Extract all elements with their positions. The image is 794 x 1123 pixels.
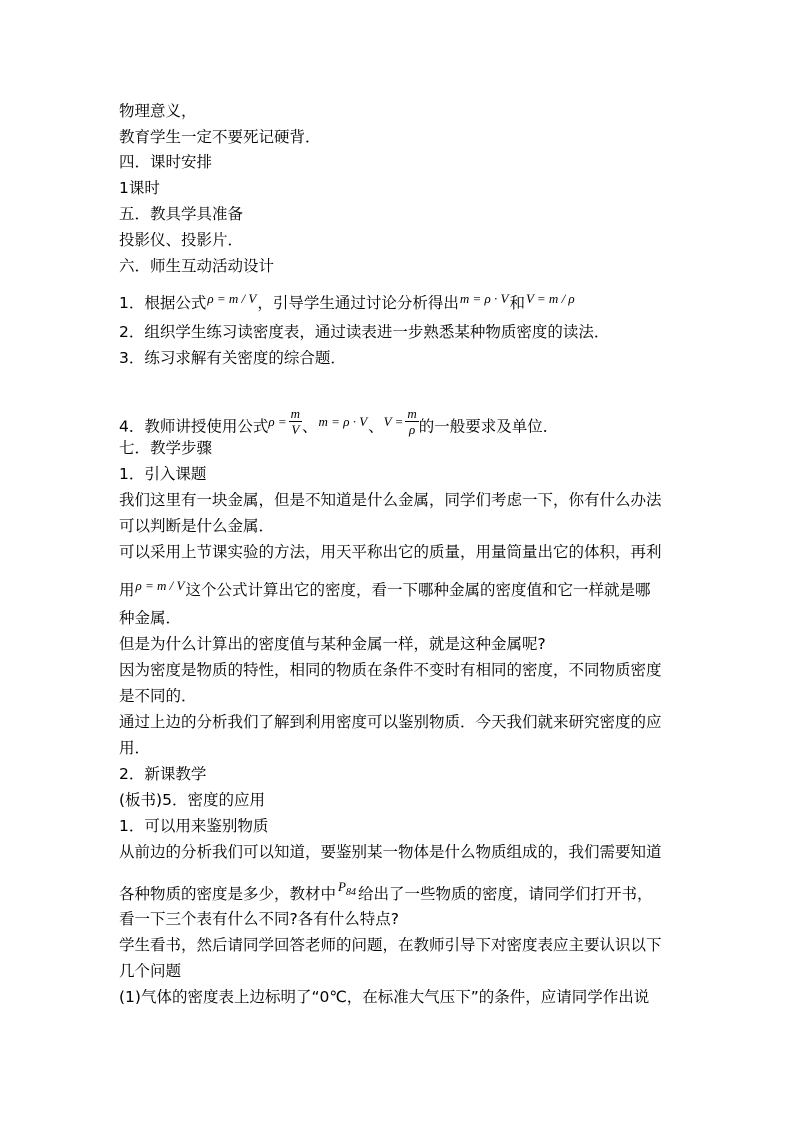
activity-item-4 [119,406,559,437]
fraction-lhs: V = [383,413,404,429]
text-line: 因为密度是物质的特性，相同的物质在条件不变时有相同的密度，不同物质密度 [119,661,662,679]
text-span: 各种物质的密度是多少，教材中 [119,885,337,903]
fraction-lhs: ρ = [268,413,287,429]
text-span: 给出了一些物质的密度，请同学们打开书， [357,885,653,903]
text-line: 种金属． [119,609,182,627]
separator: 、 [368,417,384,436]
text-line: 从前边的分析我们可以知道，要鉴别某一物体是什么物质组成的，我们需要知道 [119,843,662,861]
page-number: 84 [345,887,356,898]
activity-item-1 [119,288,576,310]
text-line [119,876,653,903]
fraction-density [268,406,302,437]
text-line: 看一下三个表有什么不同?各有什么特点? [119,910,399,928]
fraction-denominator: V [291,422,300,437]
page-letter: P [338,879,346,894]
text-line: 我们这里有一块金属，但是不知道是什么金属，同学们考虑一下，你有什么办法 [119,491,662,509]
text-span: 和 [509,294,525,312]
text-line: 投影仪、投影片． [119,231,244,249]
text-line: 可以判断是什么金属． [119,517,275,535]
board-title: (板书)5．密度的应用 [119,791,265,809]
formula-mass: m = ρ · V [318,414,368,430]
text-line: (1)气体的密度表上边标明了“0℃，在标准大气压下”的条件，应请同学作出说 [119,988,650,1006]
fraction-volume [384,406,419,437]
subheading: 1．可以用来鉴别物质 [119,817,269,835]
fraction-denominator: ρ [408,422,416,437]
text-line: 可以采用上节课实验的方法，用天平称出它的质量，用量筒量出它的体积，再利 [119,543,662,561]
fraction-stack [405,406,418,437]
text-span: 1．根据公式 [119,294,207,312]
page-reference [338,876,356,904]
section-heading: 五．教具学具准备 [119,205,244,223]
activity-item-3: 3．练习求解有关密度的综合题． [119,349,346,367]
text-span: ，引导学生通过讨论分析得出 [257,294,459,312]
text-line: 物理意义， [119,102,197,120]
fraction-numerator: m [407,406,417,421]
text-line: 用． [119,739,151,757]
text-span: 的一般要求及单位． [418,417,559,436]
text-line: 学生看书，然后请同学回答老师的问题，在教师引导下对密度表应主要认识以下 [119,936,662,954]
text-line: 通过上边的分析我们了解到利用密度可以鉴别物质．今天我们就来研究密度的应 [119,713,662,731]
text-line [119,575,650,597]
section-heading: 四．课时安排 [119,153,213,171]
separator: 、 [302,417,318,436]
fraction-stack [289,406,302,437]
formula-volume: V = m / ρ [525,291,575,306]
text-line: 教育学生一定不要死记硬背． [119,128,321,146]
text-line: 但是为什么计算出的密度值与某种金属一样，就是这种金属呢? [119,635,546,653]
text-line: 是不同的． [119,687,197,705]
formula-density: ρ = m / V [207,291,257,306]
text-line: 1课时 [119,179,160,197]
text-line: 几个问题 [119,962,182,980]
section-heading: 七．教学步骤 [119,439,213,457]
text-span: 这个公式计算出它的密度，看一下哪种金属的密度值和它一样就是哪 [185,581,651,599]
formula-mass: m = ρ · V [459,291,509,306]
fraction-numerator: m [290,406,301,421]
text-span: 4．教师讲授使用公式 [119,417,269,436]
formula-density: ρ = m / V [135,578,185,593]
section-heading: 六．师生互动活动设计 [119,257,275,275]
step-heading: 2．新课教学 [119,765,207,783]
text-span: 用 [119,581,135,599]
activity-item-2: 2．组织学生练习读密度表，通过读表进一步熟悉某种物质密度的读法． [119,323,610,341]
step-heading: 1．引入课题 [119,465,207,483]
